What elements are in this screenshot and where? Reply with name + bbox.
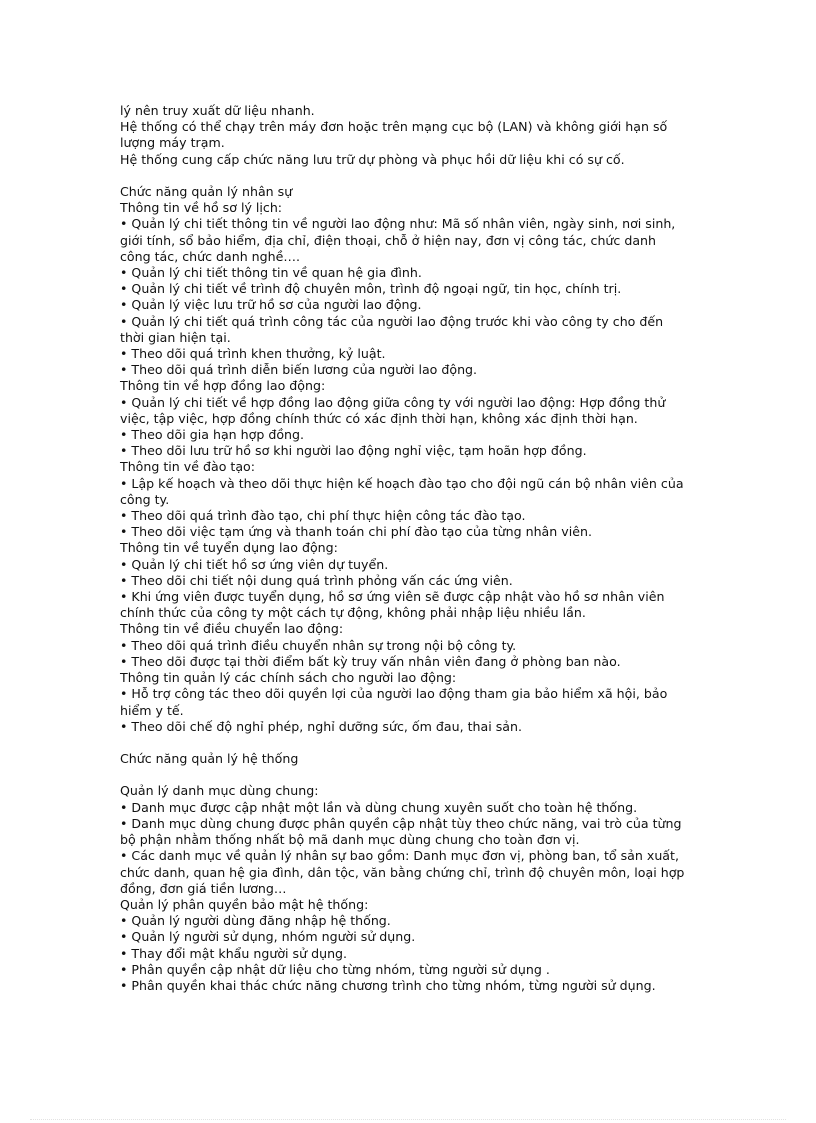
transfer-item: • Theo dõi được tại thời điểm bất kỳ truy vấn nhân viên đang ở phòng ban nào. bbox=[120, 653, 621, 669]
catalog-item: • Danh mục dùng chung được phân quyền cập nhật tùy theo chức năng, vai trò của từng bộ phận nhằm thống nhất bộ mã danh mục dùng chung cho toàn đơn vị. bbox=[120, 815, 682, 848]
profile-item: • Quản lý chi tiết về trình độ chuyên môn, trình độ ngoại ngữ, tin học, chính trị. bbox=[120, 281, 622, 297]
profile-item: • Quản lý việc lưu trữ hồ sơ của người lao động. bbox=[120, 297, 422, 313]
contract-item: • Theo dõi lưu trữ hồ sơ khi người lao động nghỉ việc, tạm hoãn hợp đồng. bbox=[120, 443, 587, 459]
recruit-item: • Quản lý chi tiết hồ sơ ứng viên dự tuyển. bbox=[120, 556, 389, 572]
contract-item: • Theo dõi gia hạn hợp đồng. bbox=[120, 427, 305, 443]
transfer-item: • Theo dõi quá trình điều chuyển nhân sự trong nội bộ công ty. bbox=[120, 637, 517, 653]
training-heading: Thông tin về đào tạo: bbox=[120, 459, 256, 475]
training-item: • Lập kế hoạch và theo dõi thực hiện kế hoạch đào tạo cho đội ngũ cán bộ nhân viên của công ty. bbox=[120, 475, 684, 507]
security-item: • Thay đổi mật khẩu người sử dụng. bbox=[120, 945, 348, 961]
profile-item: • Theo dõi quá trình diễn biến lương của người lao động. bbox=[120, 362, 478, 378]
profile-item: • Quản lý chi tiết thông tin về quan hệ gia đình. bbox=[120, 265, 422, 281]
profile-item: • Quản lý chi tiết quá trình công tác của người lao động trước khi vào công ty cho đến thời gian hiện tại. bbox=[120, 313, 664, 345]
intro-line-1: lý nên truy xuất dữ liệu nhanh. bbox=[120, 103, 315, 118]
recruit-heading: Thông tin về tuyển dụng lao động: bbox=[120, 540, 338, 556]
security-item: • Phân quyền cập nhật dữ liệu cho từng nhóm, từng người sử dụng . bbox=[120, 961, 550, 977]
security-item: • Quản lý người sử dụng, nhóm người sử dụng. bbox=[120, 929, 416, 945]
page-bottom-rule bbox=[30, 1119, 786, 1120]
security-heading: Quản lý phân quyền bảo mật hệ thống: bbox=[120, 896, 369, 912]
profile-heading: Thông tin về hồ sơ lý lịch: bbox=[120, 200, 283, 216]
transfer-heading: Thông tin về điều chuyển lao động: bbox=[120, 621, 344, 637]
contract-item: • Quản lý chi tiết về hợp đồng lao động giữa công ty với người lao động: Hợp đồng thử việc, tập việc, hợp đồng chính thức có xác định thời hạn, không xác định thời hạn. bbox=[120, 394, 666, 426]
training-item: • Theo dõi quá trình đào tạo, chi phí thực hiện công tác đào tạo. bbox=[120, 508, 526, 524]
catalog-item: • Danh mục được cập nhật một lần và dùng chung xuyên suốt cho toàn hệ thống. bbox=[120, 799, 638, 815]
document-body bbox=[120, 103, 690, 994]
policy-item: • Theo dõi chế độ nghỉ phép, nghỉ dưỡng sức, ốm đau, thai sản. bbox=[120, 718, 522, 734]
profile-item: • Quản lý chi tiết thông tin về người lao động như: Mã số nhân viên, ngày sinh, nơi sinh, giới tính, sổ bảo hiểm, địa chỉ, điện thoại, chỗ ở hiện nay, đơn vị công tác, chức danh công tác, chức danh nghề…. bbox=[120, 216, 676, 264]
intro-line-3: Hệ thống cung cấp chức năng lưu trữ dự phòng và phục hồi dữ liệu khi có sự cố. bbox=[120, 151, 625, 167]
catalog-item: • Các danh mục về quản lý nhân sự bao gồm: Danh mục đơn vị, phòng ban, tổ sản xuất, chức danh, quan hệ gia đình, dân tộc, văn bằng chứng chỉ, trình độ chuyên môn, loại hợp đồng, đơn giá tiền lương… bbox=[120, 848, 685, 896]
hr-section-title: Chức năng quản lý nhân sự bbox=[120, 184, 293, 199]
contract-heading: Thông tin về hợp đồng lao động: bbox=[120, 378, 326, 394]
policy-item: • Hỗ trợ công tác theo dõi quyền lợi của người lao động tham gia bảo hiểm xã hội, bảo hiểm y tế. bbox=[120, 686, 668, 718]
security-item: • Phân quyền khai thác chức năng chương trình cho từng nhóm, từng người sử dụng. bbox=[120, 977, 656, 993]
policy-heading: Thông tin quản lý các chính sách cho người lao động: bbox=[120, 670, 457, 686]
catalog-heading: Quản lý danh mục dùng chung: bbox=[120, 783, 319, 799]
recruit-item: • Khi ứng viên được tuyển dụng, hồ sơ ứng viên sẽ được cập nhật vào hồ sơ nhân viên chính thức của công ty một cách tự động, không phải nhập liệu nhiều lần. bbox=[120, 589, 665, 621]
sys-section-title: Chức năng quản lý hệ thống bbox=[120, 751, 299, 767]
profile-item: • Theo dõi quá trình khen thưởng, kỷ luật. bbox=[120, 346, 386, 362]
training-item: • Theo dõi việc tạm ứng và thanh toán chi phí đào tạo của từng nhân viên. bbox=[120, 524, 592, 540]
intro-line-2: Hệ thống có thể chạy trên máy đơn hoặc trên mạng cục bộ (LAN) và không giới hạn số lượng máy trạm. bbox=[120, 119, 668, 151]
recruit-item: • Theo dõi chi tiết nội dung quá trình phỏng vấn các ứng viên. bbox=[120, 572, 513, 588]
security-item: • Quản lý người dùng đăng nhập hệ thống. bbox=[120, 913, 391, 929]
